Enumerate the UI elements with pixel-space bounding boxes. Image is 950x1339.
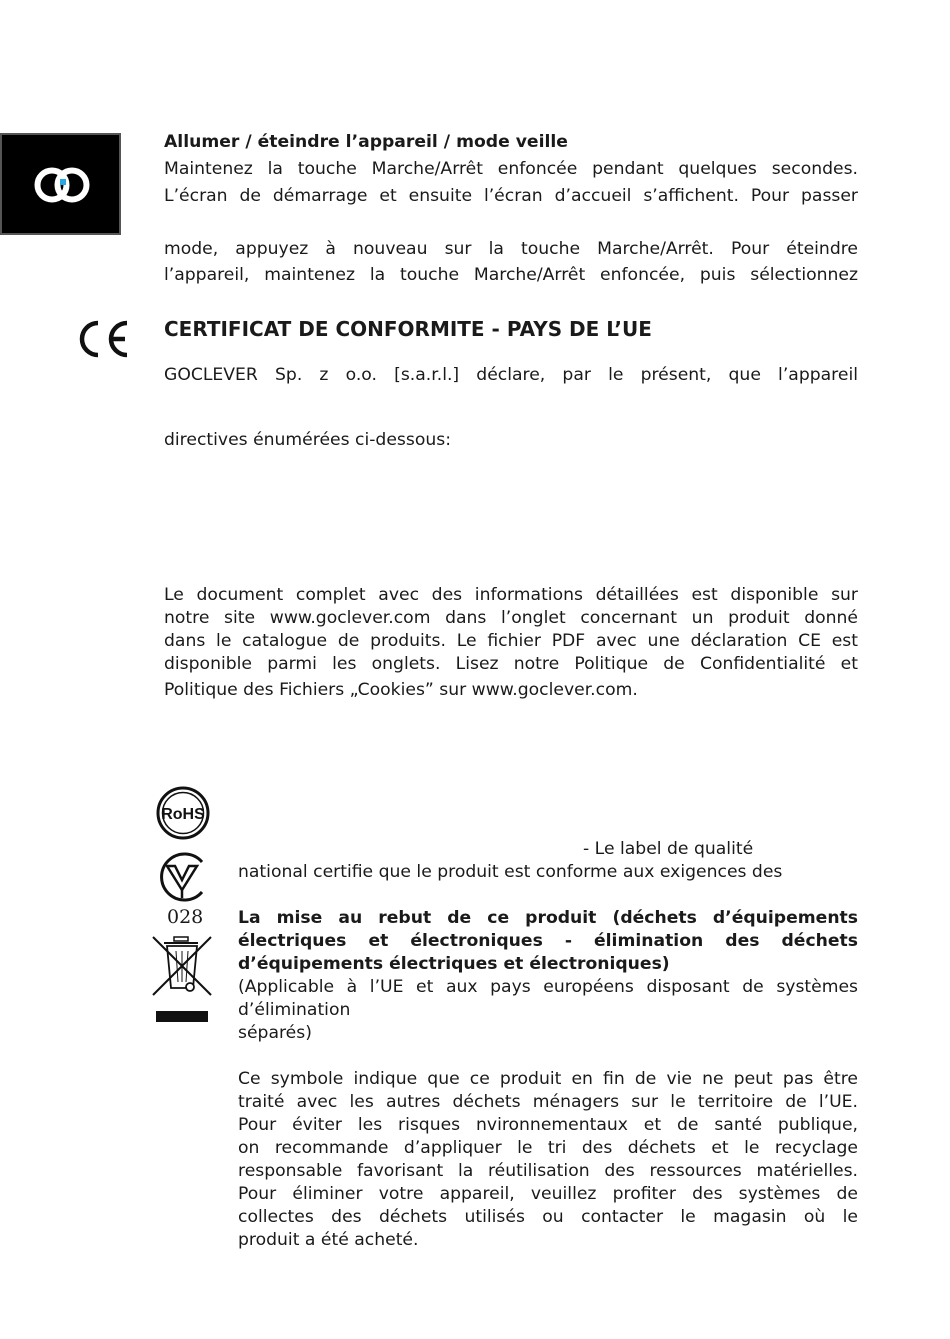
rohs-text: RoHS	[161, 806, 205, 823]
disposal-paragraph-line-8: produit a été acheté.	[238, 1230, 419, 1250]
quality-label-line-2: national certifie que le produit est conforme aux exigences des	[238, 862, 783, 882]
disposal-heading-line-3: d’équipements électriques et électroniques)	[238, 954, 670, 974]
disposal-applicable-line-1: (Applicable à l’UE et aux pays européens disposant de systèmes	[238, 977, 858, 997]
cert-declaration: GOCLEVER Sp. z o.o. [s.a.r.l.] déclare, par le présent, que l’appareil	[164, 365, 858, 385]
ce-mark-icon	[74, 314, 134, 364]
doc-info-line-3: dans le catalogue de produits. Le fichier PDF avec une déclaration CE est	[164, 631, 858, 651]
disposal-paragraph-line-1: Ce symbole indique que ce produit en fin de vie ne peut pas être	[238, 1069, 858, 1089]
disposal-paragraph-line-4: on recommande d’appliquer le tri des déchets et le recyclage	[238, 1138, 858, 1158]
doc-info-line-1: Le document complet avec des informations détaillées est disponible sur	[164, 585, 858, 605]
power-heading: Allumer / éteindre l’appareil / mode veille	[164, 132, 568, 152]
rohs-icon	[155, 786, 213, 842]
ce-mark	[74, 314, 134, 364]
disposal-heading-line-1: La mise au rebut de ce produit (déchets d’équipements	[238, 908, 858, 928]
quality-label-line-1: - Le label de qualité	[583, 839, 754, 859]
disposal-heading-line-2: électriques et électroniques - élimination des déchets	[238, 931, 858, 951]
disposal-paragraph-line-2: traité avec les autres déchets ménagers sur le territoire de l’UE.	[238, 1092, 858, 1112]
disposal-paragraph-line-3: Pour éviter les risques nvironnementaux et de santé publique,	[238, 1115, 858, 1135]
ua-conformity-mark	[155, 850, 209, 930]
power-line-2: L’écran de démarrage et ensuite l’écran d’accueil s’affichent. Pour passer	[164, 186, 858, 206]
doc-info-line-4: disponible parmi les onglets. Lisez notre Politique de Confidentialité et	[164, 654, 858, 674]
ua-mark-number: 028	[167, 906, 204, 928]
power-line-3: mode, appuyez à nouveau sur la touche Marche/Arrêt. Pour éteindre	[164, 239, 858, 259]
power-line-4: l’appareil, maintenez la touche Marche/Arrêt enfoncée, puis sélectionnez	[164, 265, 858, 285]
cert-directives: directives énumérées ci-dessous:	[164, 430, 451, 450]
rohs-badge	[155, 786, 213, 842]
disposal-paragraph-line-7: collectes des déchets utilisés ou contacter le magasin où le	[238, 1207, 858, 1227]
crossed-out-wheelie-bin-icon	[150, 934, 214, 1024]
disposal-paragraph-line-5: responsable favorisant la réutilisation des ressources matérielles.	[238, 1161, 858, 1181]
brand-logo	[0, 133, 121, 235]
cert-heading: CERTIFICAT DE CONFORMITE - PAYS DE L’UE	[164, 317, 652, 341]
go-logo-icon	[2, 135, 119, 233]
power-line-1: Maintenez la touche Marche/Arrêt enfoncée pendant quelques secondes.	[164, 159, 858, 179]
disposal-applicable-line-2: d’élimination	[238, 1000, 351, 1020]
ua-conformity-mark-icon	[155, 850, 209, 906]
doc-info-line-5: Politique des Fichiers „Cookies” sur www.goclever.com.	[164, 680, 638, 700]
doc-info-line-2: notre site www.goclever.com dans l’onglet concernant un produit donné	[164, 608, 858, 628]
disposal-applicable-line-3: séparés)	[238, 1023, 312, 1043]
disposal-paragraph-line-6: Pour éliminer votre appareil, veuillez profiter des systèmes de	[238, 1184, 858, 1204]
weee-symbol	[150, 934, 214, 1024]
